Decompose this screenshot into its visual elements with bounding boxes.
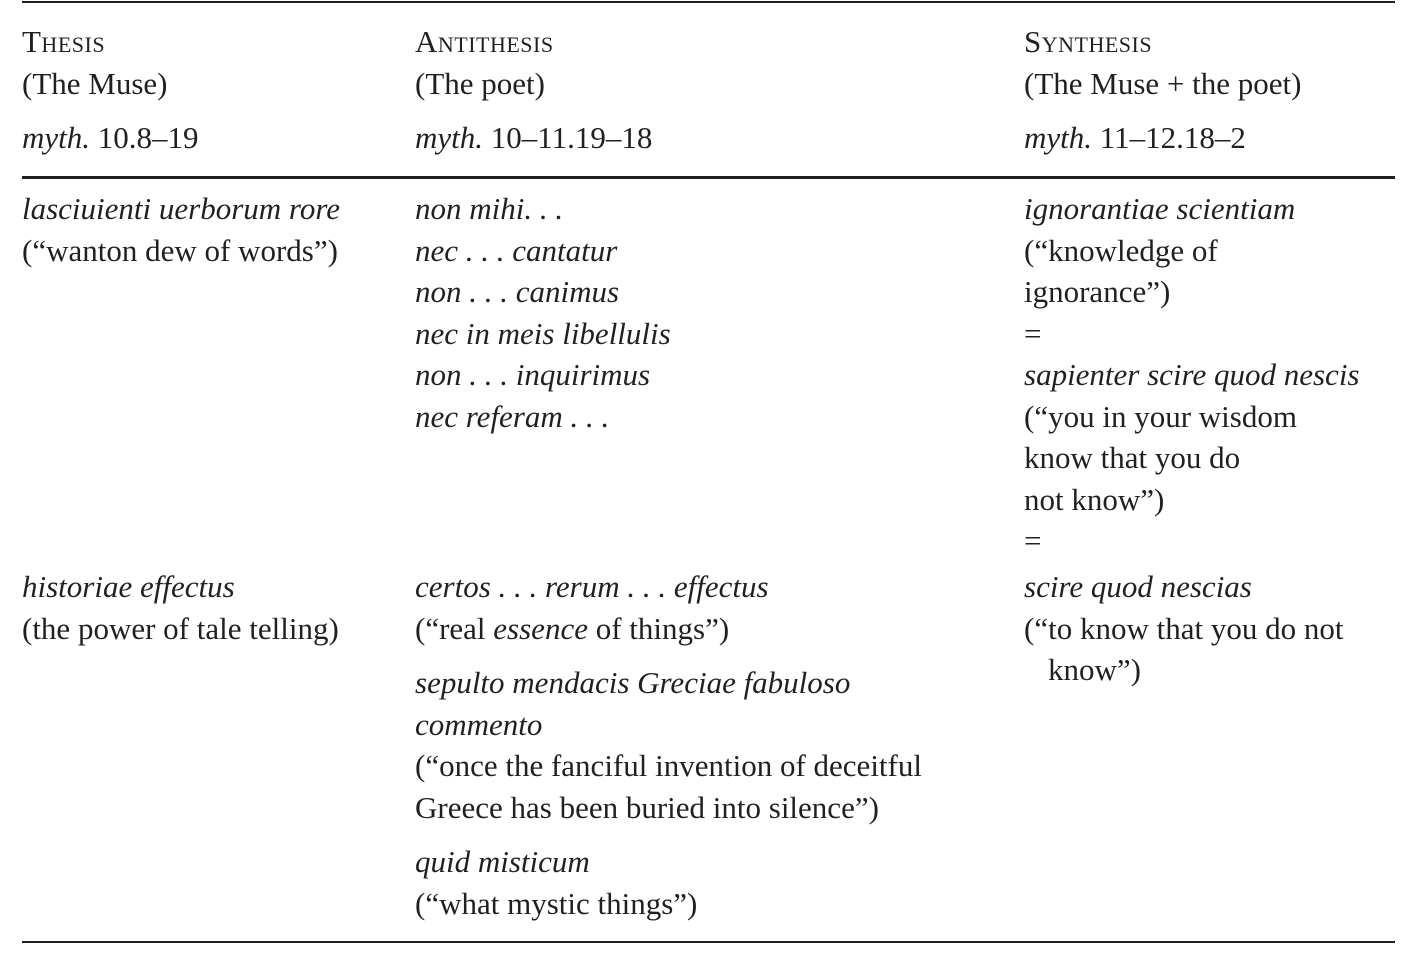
- row2-antithesis-cell: [415, 566, 1015, 924]
- ref-value: 10–11.19–18: [483, 120, 653, 155]
- latin-phrase: nec referam . . .: [415, 398, 610, 434]
- translation: (“wanton dew of words”): [22, 232, 338, 268]
- row2-synthesis-cell: [1024, 566, 1404, 691]
- subheading-antithesis: (The poet): [415, 65, 545, 101]
- latin-phrase: sapienter scire quod nescis: [1024, 357, 1360, 392]
- row1-synthesis-cell: [1024, 188, 1404, 562]
- latin-phrase: nec . . . cantatur: [415, 232, 618, 268]
- translation: (“what mystic things”): [415, 885, 698, 921]
- top-rule: [22, 1, 1395, 3]
- spacer: [415, 649, 1015, 662]
- latin-phrase: non mihi. . .: [415, 191, 564, 226]
- reference-synthesis: [1024, 117, 1404, 159]
- equals-sign: =: [1024, 523, 1042, 558]
- equals-sign: =: [1024, 315, 1042, 351]
- translation: not know”): [1024, 481, 1165, 517]
- header-antithesis: [415, 21, 1015, 159]
- translation-part: (“real: [415, 610, 494, 646]
- translation: know that you do: [1024, 440, 1241, 475]
- header-rule: [22, 176, 1395, 179]
- bottom-rule: [22, 941, 1395, 943]
- latin-phrase: non . . . canimus: [415, 274, 620, 309]
- translation: Greece has been buried into silence”): [415, 789, 879, 825]
- translation-emphasis: essence: [493, 610, 588, 646]
- reference-thesis: [22, 117, 407, 159]
- ref-value: 10.8–19: [90, 120, 199, 155]
- heading-synthesis: Synthesis: [1024, 24, 1153, 59]
- subheading-synthesis: (The Muse + the poet): [1024, 65, 1302, 101]
- ref-value: 11–12.18–2: [1092, 120, 1246, 155]
- spacer: [415, 828, 1015, 841]
- translation: know”): [1048, 652, 1141, 687]
- latin-phrase: ignorantiae scientiam: [1024, 191, 1296, 226]
- latin-phrase: lasciuienti uerborum rore: [22, 191, 341, 226]
- translation: (“you in your wisdom: [1024, 398, 1297, 434]
- latin-phrase: scire quod nescias: [1024, 569, 1252, 604]
- subheading-thesis: (The Muse): [22, 65, 168, 101]
- ref-prefix: myth.: [1024, 120, 1093, 155]
- latin-phrase: commento: [415, 706, 543, 742]
- latin-phrase: certos . . . rerum . . . effectus: [415, 569, 769, 604]
- translation: (“once the fanciful invention of deceitful: [415, 748, 922, 783]
- row1-thesis-cell: [22, 188, 407, 271]
- latin-phrase: nec in meis libellulis: [415, 315, 671, 351]
- heading-antithesis: Antithesis: [415, 24, 554, 59]
- translation-part: of things”): [587, 610, 730, 646]
- ref-prefix: myth.: [415, 120, 484, 155]
- latin-phrase: quid misticum: [415, 844, 590, 879]
- ref-prefix: myth.: [22, 120, 91, 155]
- row1-antithesis-cell: [415, 188, 1015, 437]
- translation: ignorance”): [1024, 274, 1171, 309]
- translation: (“knowledge of: [1024, 232, 1218, 268]
- header-synthesis: [1024, 21, 1404, 159]
- reference-antithesis: [415, 117, 1015, 159]
- heading-thesis: Thesis: [22, 24, 106, 59]
- translation: (the power of tale telling): [22, 610, 339, 646]
- latin-phrase: sepulto mendacis Greciae fabuloso: [415, 665, 851, 700]
- header-thesis: [22, 21, 407, 159]
- translation: (“to know that you do not: [1024, 610, 1344, 646]
- latin-phrase: historiae effectus: [22, 569, 235, 604]
- row2-thesis-cell: [22, 566, 407, 649]
- translation: [415, 608, 1015, 650]
- latin-phrase: non . . . inquirimus: [415, 357, 651, 392]
